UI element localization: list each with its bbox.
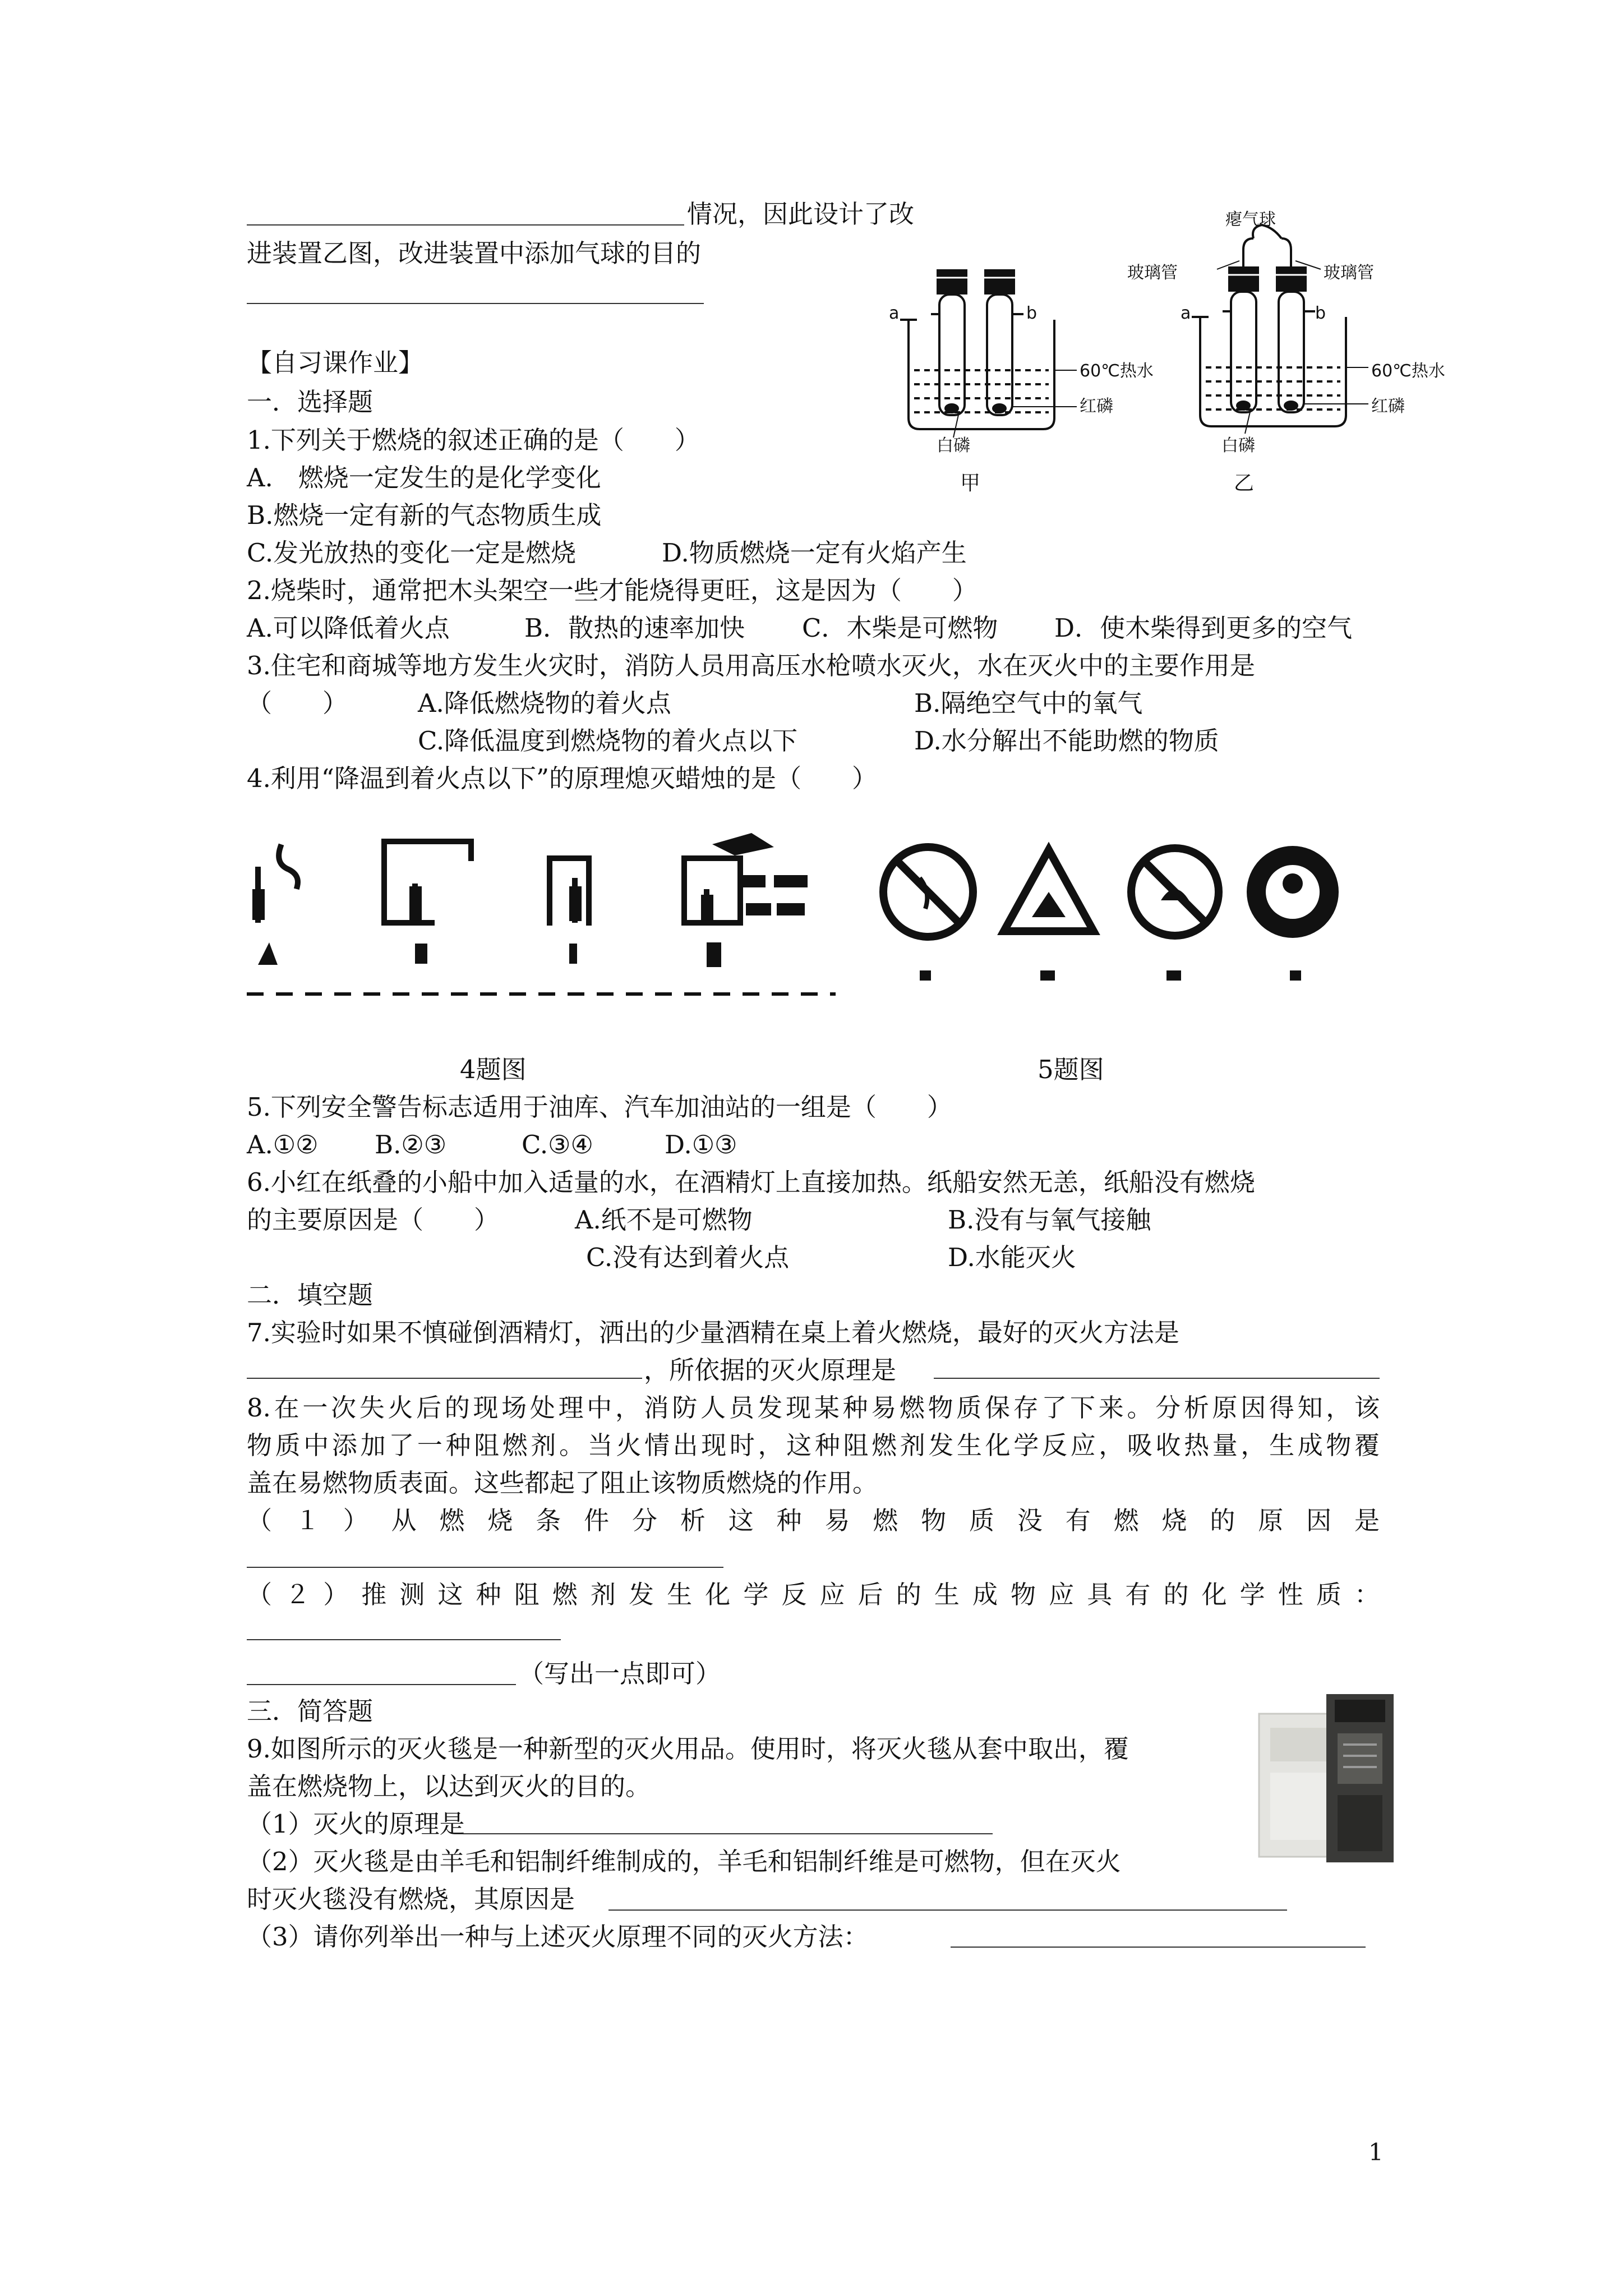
q8-sub2: （２）推测这种阻燃剂发生化学反应后的生成物应具有的化学性质： — [247, 1580, 1380, 1609]
q8-line3: 盖在易燃物质表面。这些都起了阻止该物质燃烧的作用。 — [247, 1468, 878, 1498]
q2-option-c[interactable]: C．木柴是可燃物 — [802, 613, 998, 643]
jia-label-red: 红磷 — [1080, 397, 1113, 416]
q9-blank-method[interactable] — [951, 1947, 1366, 1948]
q5-option-b[interactable]: B.②③ — [375, 1130, 447, 1159]
q8-blank-reason[interactable] — [247, 1567, 723, 1568]
q8-line2: 物质中添加了一种阻燃剂。当火情出现时，这种阻燃剂发生化学反应，吸收热量，生成物覆 — [247, 1430, 1380, 1460]
part1-title: 一．选择题 — [247, 387, 374, 417]
part3-title: 三．简答题 — [247, 1696, 374, 1726]
q9-sub2b: 时灭火毯没有燃烧，其原因是 — [247, 1884, 575, 1914]
section-title: 【自习课作业】 — [247, 348, 424, 378]
q9-sub2a: （2）灭火毯是由羊毛和铝制纤维制成的，羊毛和铝制纤维是可燃物，但在灭火 — [247, 1847, 1121, 1876]
q6-stem-line2: 的主要原因是（ ） — [247, 1205, 500, 1235]
q8-line1: 8.在一次失火后的现场处理中，消防人员发现某种易燃物质保存了下来。分析原因得知，该 — [247, 1393, 1380, 1423]
yi-label-b: b — [1315, 303, 1326, 323]
q4-stem: 4.利用“降温到着火点以下”的原理熄灭蜡烛的是（ ） — [247, 763, 877, 793]
yi-label-water: 60℃热水 — [1371, 361, 1445, 381]
yi-label-white: 白磷 — [1221, 436, 1255, 455]
page-number: 1 — [1368, 2138, 1384, 2166]
q7-blank-principle[interactable] — [934, 1378, 1380, 1379]
q5-option-d[interactable]: D.①③ — [665, 1130, 737, 1159]
jia-label-a: a — [889, 303, 900, 323]
fire-blanket-photo — [1253, 1688, 1396, 1868]
yi-label-a: a — [1181, 303, 1191, 323]
q8-sub1: （１）从燃烧条件分析这种易燃物质没有燃烧的原因是 — [247, 1506, 1380, 1535]
q3-option-a[interactable]: A.降低燃烧物的着火点 — [418, 688, 671, 718]
apparatus-figure-jia — [875, 269, 1133, 449]
q9-sub3: （3）请你列举出一种与上述灭火原理不同的灭火方法： — [247, 1922, 869, 1952]
q5-stem: 5.下列安全警告标志适用于油库、汽车加油站的一组是（ ） — [247, 1092, 952, 1122]
yi-label-red: 红磷 — [1371, 397, 1405, 416]
q5-option-a[interactable]: A.①② — [247, 1130, 319, 1159]
yi-label-balloon: 瘪气球 — [1225, 210, 1276, 229]
q3-stem: 3.住宅和商城等地方发生火灾时，消防人员用高压水枪喷水灭火，水在灭火中的主要作用是 — [247, 651, 1255, 680]
figure-4-candles — [247, 825, 841, 1010]
q8-blank-property-2[interactable] — [247, 1684, 516, 1685]
q8-note: （写出一点即可） — [519, 1659, 721, 1688]
q9-blank-reason[interactable] — [608, 1910, 1287, 1911]
q3-option-b[interactable]: B.隔绝空气中的氧气 — [914, 688, 1143, 718]
q2-option-b[interactable]: B．散热的速率加快 — [524, 613, 745, 643]
answer-blank-purpose[interactable] — [247, 303, 704, 304]
q6-option-d[interactable]: D.水能灭火 — [948, 1243, 1076, 1272]
q5-option-c[interactable]: C.③④ — [522, 1130, 593, 1159]
yi-label-tube-left: 玻璃管 — [1127, 263, 1178, 283]
q1-stem: 1.下列关于燃烧的叙述正确的是（ ） — [247, 425, 700, 455]
jia-label-b: b — [1026, 303, 1038, 323]
figure-5-safety-signs — [875, 839, 1340, 996]
q1-option-d[interactable]: D.物质燃烧一定有火焰产生 — [662, 538, 967, 568]
q6-option-b[interactable]: B.没有与氧气接触 — [948, 1205, 1151, 1235]
q1-option-b[interactable]: B.燃烧一定有新的气态物质生成 — [247, 500, 602, 530]
q2-option-a[interactable]: A.可以降低着火点 — [247, 613, 450, 643]
q7-blank-method[interactable] — [247, 1378, 642, 1379]
q2-stem: 2.烧柴时，通常把木头架空一些才能烧得更旺，这是因为（ ） — [247, 576, 978, 605]
yi-caption: 乙 — [1234, 472, 1255, 495]
q8-blank-property-1[interactable] — [247, 1639, 561, 1640]
q2-option-d[interactable]: D．使木柴得到更多的空气 — [1054, 613, 1353, 643]
q3-paren: （ ） — [247, 688, 348, 718]
answer-blank-top[interactable] — [247, 224, 684, 226]
q3-option-d[interactable]: D.水分解出不能助燃的物质 — [914, 726, 1219, 756]
jia-label-white: 白磷 — [937, 436, 970, 455]
q9-sub1: （1）灭火的原理是 — [247, 1809, 465, 1839]
yi-label-tube-right: 玻璃管 — [1324, 263, 1374, 283]
top-line1: 情况，因此设计了改 — [687, 199, 915, 229]
q6-stem: 6.小红在纸叠的小船中加入适量的水，在酒精灯上直接加热。纸船安然无恙，纸船没有燃烧 — [247, 1167, 1255, 1197]
jia-label-water: 60℃热水 — [1080, 361, 1154, 381]
q6-option-c[interactable]: C.没有达到着火点 — [586, 1243, 790, 1272]
q7-line2: ，所依据的灭火原理是 — [644, 1355, 897, 1385]
q7-line1: 7.实验时如果不慎碰倒酒精灯，洒出的少量酒精在桌上着火燃烧，最好的灭火方法是 — [247, 1318, 1179, 1347]
fig4-label: 4题图 — [460, 1055, 527, 1084]
q1-option-a[interactable]: A. 燃烧一定发生的是化学变化 — [247, 463, 601, 493]
q9-line1: 9.如图所示的灭火毯是一种新型的灭火用品。使用时，将灭火毯从套中取出，覆 — [247, 1734, 1129, 1764]
q9-line2: 盖在燃烧物上，以达到灭火的目的。 — [247, 1772, 651, 1801]
fig5-label: 5题图 — [1038, 1055, 1104, 1084]
q9-blank-principle[interactable] — [463, 1833, 993, 1834]
jia-caption: 甲 — [960, 472, 981, 495]
q1-option-c[interactable]: C.发光放热的变化一定是燃烧 — [247, 538, 577, 568]
top-line2: 进装置乙图，改进装置中添加气球的目的 — [247, 238, 702, 268]
q3-option-c[interactable]: C.降低温度到燃烧物的着火点以下 — [418, 726, 798, 756]
q6-option-a[interactable]: A.纸不是可燃物 — [575, 1205, 753, 1235]
part2-title: 二．填空题 — [247, 1280, 374, 1310]
